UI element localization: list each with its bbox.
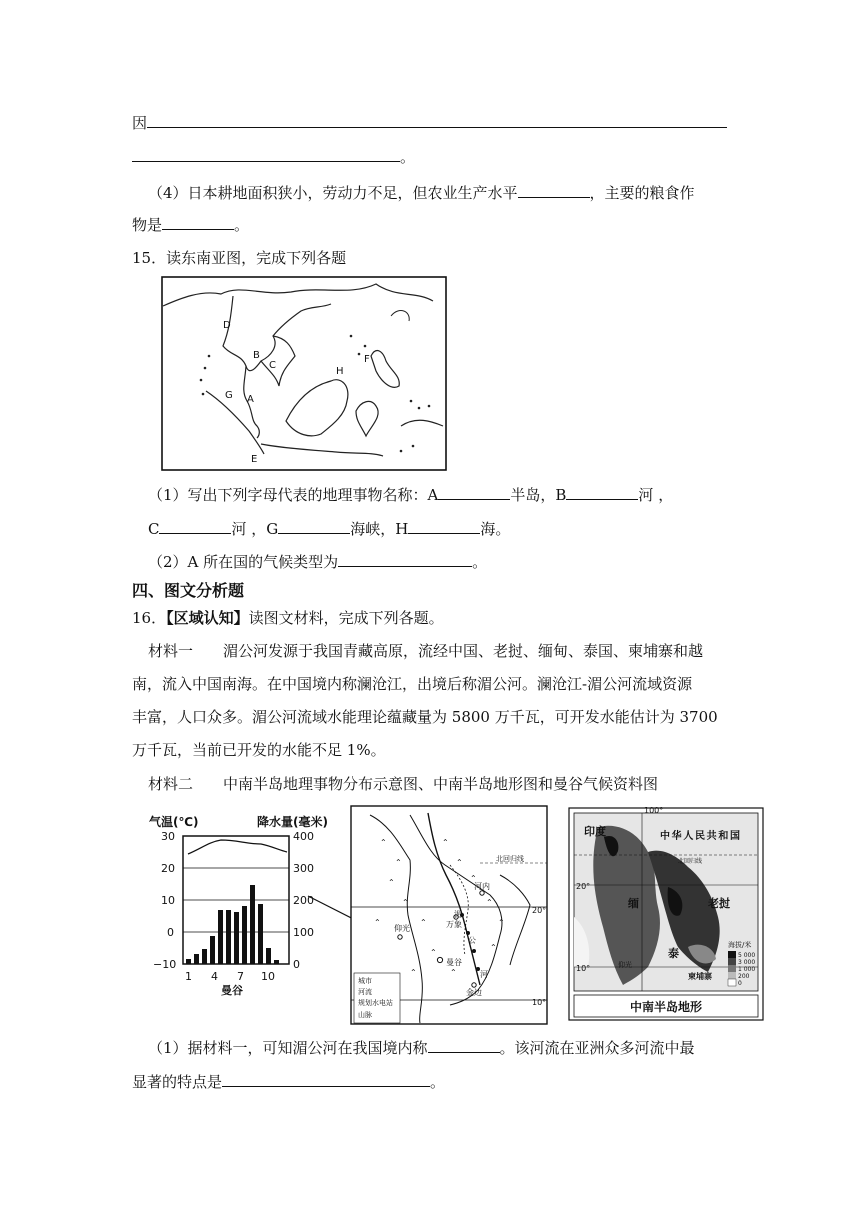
svg-text:⌃: ⌃ xyxy=(456,858,463,867)
text: 16． xyxy=(132,609,167,627)
text: 物是 xyxy=(132,216,163,234)
lat-label: 20° xyxy=(576,882,591,891)
river-label: 公 xyxy=(468,936,476,945)
precip-tick: 400 xyxy=(293,830,314,843)
country-myanmar: 缅 xyxy=(628,897,639,910)
city-phnompenh: 金边 xyxy=(466,988,482,997)
precip-bar xyxy=(250,885,255,964)
answer-blank[interactable] xyxy=(162,214,234,230)
precip-axis-label: 降水量(毫米) xyxy=(257,815,328,829)
answer-blank[interactable] xyxy=(428,1037,500,1053)
q14-reason-line xyxy=(132,112,727,133)
temp-tick: 20 xyxy=(161,862,175,875)
q16-title xyxy=(132,608,444,628)
answer-blank[interactable] xyxy=(159,518,231,534)
text: 因 xyxy=(132,114,148,132)
map-letter-f: F xyxy=(364,354,370,365)
answer-blank[interactable] xyxy=(278,518,350,534)
legend-dam: 规划水电站 xyxy=(358,999,393,1007)
svg-text:⌃: ⌃ xyxy=(498,918,505,927)
country-cambodia: 柬埔寨 xyxy=(688,972,712,981)
temp-tick: −10 xyxy=(153,958,177,971)
material1-line1: 材料一 湄公河发源于我国青藏高原，流经中国、老挝、缅甸、泰国、柬埔寨和越 xyxy=(148,642,704,660)
text: 。 xyxy=(400,148,416,166)
svg-text:⌃: ⌃ xyxy=(410,968,417,977)
answer-blank[interactable] xyxy=(132,146,400,162)
river-label: 湄 xyxy=(454,910,462,919)
precip-bar xyxy=(186,959,191,964)
map-letter-d: D xyxy=(223,320,231,331)
country-thailand: 泰 xyxy=(668,947,679,960)
precip-bar xyxy=(266,948,271,964)
temp-tick: 30 xyxy=(161,830,175,843)
city-label: 曼谷 xyxy=(221,984,243,997)
text: 。该河流在亚洲众多河流中最 xyxy=(499,1039,695,1057)
city-hanoi: 河内 xyxy=(474,882,490,891)
text: ，主要的粮食作 xyxy=(589,184,695,202)
text: 半岛，B xyxy=(510,486,567,504)
city-yangon: 仰光 xyxy=(618,961,632,969)
svg-text:⌃: ⌃ xyxy=(388,878,395,887)
answer-blank[interactable] xyxy=(438,484,510,500)
material1-line2: 南，流入中国南海。在中国境内称澜沧江，出境后称湄公河。澜沧江-湄公河流域资源 xyxy=(132,675,693,693)
tag: 【区域认知】 xyxy=(166,609,249,627)
country-laos: 老挝 xyxy=(708,897,730,910)
svg-text:⌃: ⌃ xyxy=(490,943,497,952)
temp-tick: 10 xyxy=(161,894,175,907)
temp-tick: 0 xyxy=(167,926,174,939)
map-letter-c: C xyxy=(269,360,276,371)
text: （1）写出下列字母代表的地理事物名称：A xyxy=(148,486,439,504)
text: 河 ， xyxy=(638,486,674,504)
city-yangon: 仰光 xyxy=(394,924,410,933)
country-china: 中华人民共和国 xyxy=(660,831,740,842)
precip-bar xyxy=(274,960,279,964)
text: 读图文材料，完成下列各题。 xyxy=(248,609,444,627)
precip-bar xyxy=(210,936,215,964)
precip-tick: 0 xyxy=(293,958,300,971)
answer-blank[interactable] xyxy=(222,1071,430,1087)
q14-part4 xyxy=(148,182,695,203)
precip-bar xyxy=(242,906,247,964)
map-letter-h: H xyxy=(336,366,344,377)
answer-blank[interactable] xyxy=(566,484,638,500)
month-tick: 7 xyxy=(237,970,244,983)
month-tick: 10 xyxy=(261,970,275,983)
text: 河 ，G xyxy=(231,520,279,538)
precip-bar xyxy=(194,954,199,964)
map-letter-b: B xyxy=(253,350,260,361)
precip-bar xyxy=(202,949,207,964)
svg-text:⌃: ⌃ xyxy=(442,838,449,847)
legend-value: 3 000 xyxy=(738,959,756,966)
map-letter-a: A xyxy=(247,394,254,405)
answer-blank[interactable] xyxy=(518,182,590,198)
map-letter-g: G xyxy=(225,390,233,401)
text: 海峡，H xyxy=(350,520,409,538)
q16-part1 xyxy=(148,1037,695,1058)
precip-tick: 200 xyxy=(293,894,314,907)
tropic-label: 北回归线 xyxy=(678,858,703,865)
svg-text:⌃: ⌃ xyxy=(470,874,477,883)
answer-blank[interactable] xyxy=(408,518,480,534)
tropic-label: 北回归线 xyxy=(496,855,524,863)
map-letter-e: E xyxy=(251,454,258,465)
indochina-terrain-map xyxy=(568,807,764,1021)
text: 海。 xyxy=(480,520,511,538)
svg-text:⌃: ⌃ xyxy=(450,968,457,977)
precip-bar xyxy=(226,910,231,964)
month-tick: 4 xyxy=(211,970,218,983)
southeast-asia-map xyxy=(161,276,447,471)
svg-text:⌃: ⌃ xyxy=(380,838,387,847)
legend-value: 0 xyxy=(738,980,742,987)
q15-part1 xyxy=(148,484,673,505)
text: 。 xyxy=(430,1073,446,1091)
map-caption: 中南半岛地形 xyxy=(629,1000,703,1014)
q15-part2 xyxy=(148,551,487,572)
lat-label: 10° xyxy=(576,964,591,973)
material2: 材料二 中南半岛地理事物分布示意图、中南半岛地形图和曼谷气候资料图 xyxy=(148,775,659,793)
svg-text:⌃: ⌃ xyxy=(430,948,437,957)
precip-tick: 300 xyxy=(293,862,314,875)
text: 显著的特点是 xyxy=(132,1073,223,1091)
indochina-features-map xyxy=(350,805,548,1025)
q14-part4-line2 xyxy=(132,214,249,235)
legend-value: 5 000 xyxy=(738,952,756,959)
lat-label: 10° xyxy=(532,998,547,1007)
text: （2）A 所在国的气候类型为 xyxy=(148,553,339,571)
legend-title: 海拔/米 xyxy=(728,941,752,949)
q15-title: 15．读东南亚图，完成下列各题 xyxy=(132,249,347,267)
lat-label: 20° xyxy=(532,906,547,915)
country-india: 印度 xyxy=(584,825,606,838)
city-vientiane: 万象 xyxy=(446,920,462,929)
text: 。 xyxy=(472,553,488,571)
section-heading: 四、图文分析题 xyxy=(132,581,245,600)
material1-line4: 万千瓦，当前已开发的水能不足 1%。 xyxy=(132,741,386,759)
text: （4）日本耕地面积狭小，劳动力不足，但农业生产水平 xyxy=(148,184,518,202)
text: （1）据材料一，可知湄公河在我国境内称 xyxy=(148,1039,428,1057)
precip-bar xyxy=(258,904,263,964)
river-label: 河 xyxy=(480,970,488,979)
precip-bar xyxy=(218,910,223,964)
precip-bar xyxy=(234,912,239,964)
answer-blank[interactable] xyxy=(338,551,472,567)
text: C xyxy=(148,520,160,538)
city-bangkok: 曼谷 xyxy=(446,958,462,967)
material1-line3: 丰富，人口众多。湄公河流域水能理论蕴藏量为 5800 万千瓦，可开发水能估计为 3700 xyxy=(132,708,718,726)
svg-text:⌃: ⌃ xyxy=(486,898,493,907)
temp-axis-label: 气温(℃) xyxy=(149,815,199,829)
longitude-label: 100° xyxy=(644,807,664,815)
precip-tick: 100 xyxy=(293,926,314,939)
svg-text:⌃: ⌃ xyxy=(420,918,427,927)
legend-value: 1 000 xyxy=(738,966,756,973)
svg-text:⌃: ⌃ xyxy=(395,858,402,867)
legend-value: 200 xyxy=(738,973,750,980)
legend-city: 城市 xyxy=(358,977,372,985)
svg-text:⌃: ⌃ xyxy=(374,918,381,927)
text: 。 xyxy=(234,216,250,234)
q16-part1-line2 xyxy=(132,1071,445,1092)
svg-text:⌃: ⌃ xyxy=(402,898,409,907)
q15-part1-line2 xyxy=(148,518,510,539)
answer-blank[interactable] xyxy=(147,112,727,128)
legend-mountain: 山脉 xyxy=(358,1011,372,1019)
month-tick: 1 xyxy=(185,970,192,983)
q14-reason-line-2 xyxy=(132,146,415,167)
legend-river: 河流 xyxy=(358,988,372,996)
